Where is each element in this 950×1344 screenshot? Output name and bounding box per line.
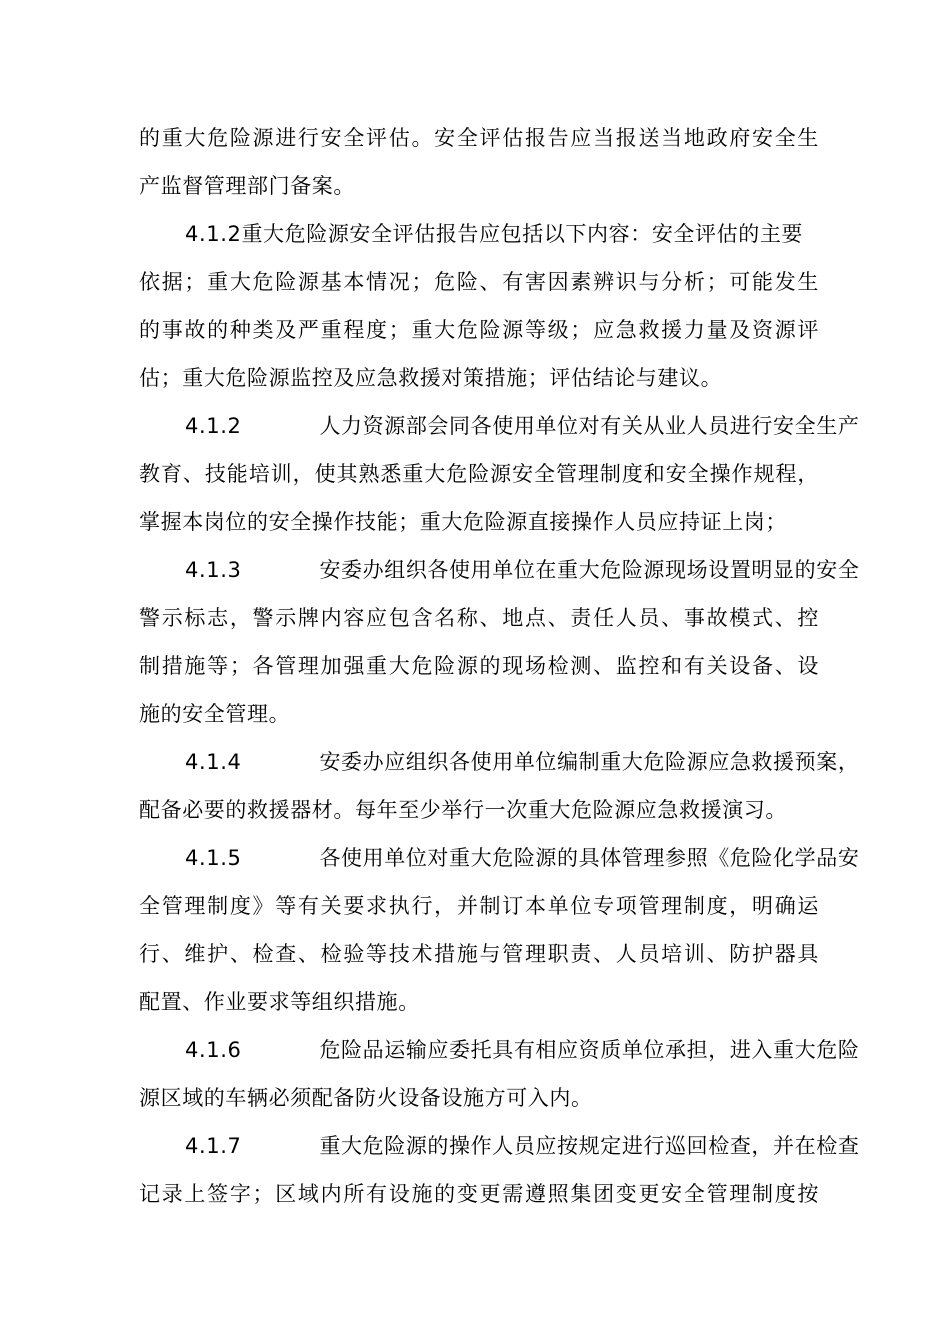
paragraph-line: 估；重大危险源监控及应急救援对策措施；评估结论与建议。 — [139, 366, 723, 390]
clause-text: 安委办组织各使用单位在重大危险源现场设置明显的安全 — [319, 558, 860, 582]
clause-text: 人力资源部会同各使用单位对有关从业人员进行安全生产 — [319, 414, 860, 438]
paragraph-line: 源区域的车辆必须配备防火设备设施方可入内。 — [139, 1086, 593, 1110]
clause-heading-line — [139, 1122, 860, 1170]
clause-text: 重大危险源的操作人员应按规定进行巡回检查，并在检查 — [319, 1134, 860, 1158]
paragraph-line: 配置、作业要求等组织措施。 — [139, 990, 420, 1014]
paragraph-line: 的事故的种类及严重程度；重大危险源等级；应急救援力量及资源评 — [139, 318, 819, 342]
clause-number: 4.1.2 — [185, 414, 242, 438]
clause-heading-line — [139, 546, 860, 594]
clause-number: 4.1.2 — [185, 222, 242, 246]
document-body — [139, 114, 860, 1218]
paragraph-line: 的重大危险源进行安全评估。安全评估报告应当报送当地政府安全生 — [139, 126, 819, 150]
clause-number: 4.1.5 — [185, 846, 242, 870]
paragraph-line: 产监督管理部门备案。 — [139, 174, 355, 198]
clause-heading-line — [139, 210, 819, 258]
clause-number: 4.1.3 — [185, 558, 242, 582]
paragraph-line: 教育、技能培训，使其熟悉重大危险源安全管理制度和安全操作规程， — [139, 462, 819, 486]
clause-heading-line — [139, 834, 860, 882]
paragraph-line: 全管理制度》等有关要求执行，并制订本单位专项管理制度，明确运 — [139, 894, 819, 918]
clause-number: 4.1.6 — [185, 1038, 242, 1062]
paragraph-line: 掌握本岗位的安全操作技能；重大危险源直接操作人员应持证上岗； — [139, 510, 787, 534]
paragraph-line: 警示标志，警示牌内容应包含名称、地点、责任人员、事故模式、控 — [139, 606, 819, 630]
clause-number: 4.1.7 — [185, 1134, 242, 1158]
paragraph-line: 记录上签字；区域内所有设施的变更需遵照集团变更安全管理制度按 — [139, 1182, 819, 1206]
paragraph-line: 施的安全管理。 — [139, 702, 291, 726]
paragraph-line: 制措施等；各管理加强重大危险源的现场检测、监控和有关设备、设 — [139, 654, 819, 678]
clause-heading-line — [139, 738, 860, 786]
clause-number: 4.1.4 — [185, 750, 242, 774]
paragraph-line: 依据；重大危险源基本情况；危险、有害因素辨识与分析；可能发生 — [139, 270, 819, 294]
paragraph-line: 行、维护、检查、检验等技术措施与管理职责、人员培训、防护器具 — [139, 942, 819, 966]
paragraph-line: 配备必要的救援器材。每年至少举行一次重大危险源应急救援演习。 — [139, 798, 787, 822]
clause-text: 重大危险源安全评估报告应包括以下内容：安全评估的主要 — [241, 222, 804, 246]
clause-heading-line — [139, 402, 860, 450]
clause-text: 安委办应组织各使用单位编制重大危险源应急救援预案， — [319, 750, 860, 774]
clause-heading-line — [139, 1026, 860, 1074]
clause-text: 各使用单位对重大危险源的具体管理参照《危险化学品安 — [319, 846, 860, 870]
clause-text: 危险品运输应委托具有相应资质单位承担，进入重大危险 — [319, 1038, 860, 1062]
